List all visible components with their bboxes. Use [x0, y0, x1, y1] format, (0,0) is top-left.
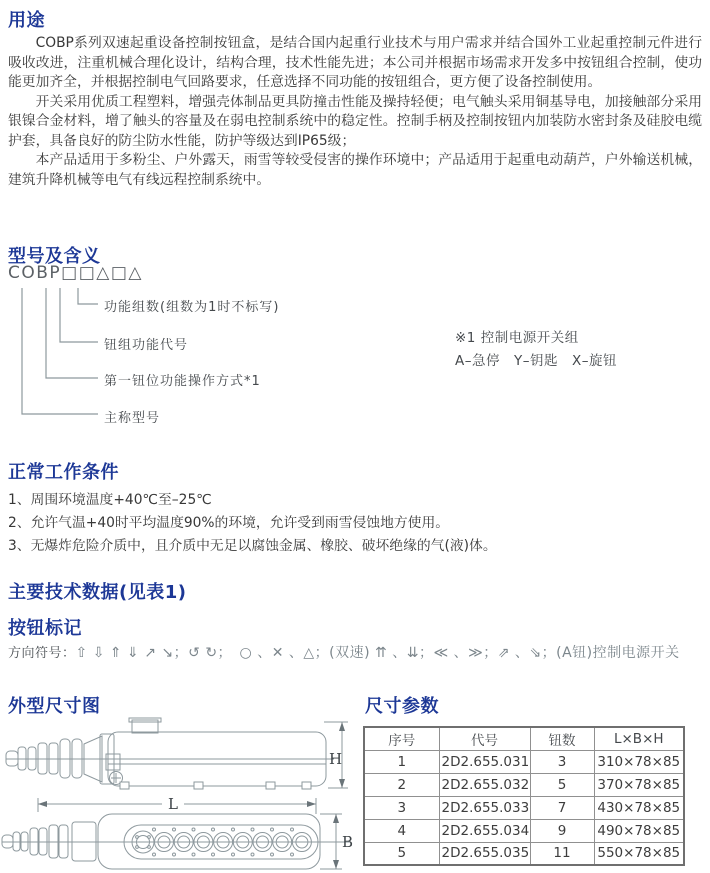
cell-code: 2D2.655.032: [439, 773, 530, 796]
cell-lbh: 310×78×85: [594, 750, 684, 773]
cell-index: 3: [364, 796, 439, 819]
dim-label-h: H: [329, 750, 343, 768]
usage-heading: 用途: [8, 10, 45, 31]
cell-lbh: 550×78×85: [594, 842, 684, 865]
outline-drawing-heading: 外型尺寸图: [8, 696, 101, 717]
cell-index: 5: [364, 842, 439, 865]
dimension-params-heading: 尺寸参数: [365, 696, 439, 717]
dim-label-l: L: [168, 795, 178, 813]
working-conditions-heading: 正常工作条件: [8, 462, 119, 483]
working-condition-2: 2、允许气温+40时平均温度90%的环境，允许受到雨雪侵蚀地方使用。: [8, 515, 450, 531]
cell-code: 2D2.655.031: [439, 750, 530, 773]
cell-code: 2D2.655.033: [439, 796, 530, 819]
cell-lbh: 490×78×85: [594, 819, 684, 842]
model-label-group-count: 功能组数(组数为1时不标写): [104, 300, 280, 315]
usage-paragraph-3: 本产品适用于多粉尘、户外露天，雨雪等较受侵害的操作环境中；产品适用于起重电动葫芦，户外输送机械，建筑升降机械等电气有线远程控制系统中。: [8, 152, 702, 188]
button-row: [155, 833, 312, 852]
model-label-main-model: 主称型号: [104, 411, 161, 426]
cell-buttons: 3: [530, 750, 594, 773]
usage-paragraph-2: 开关采用优质工程塑料，增强壳体制品更具防撞击性能及操持轻便；电气触头采用铜基导电，加接触部分采用银镍合金材料，增了触头的容量及在弱电控制系统中的稳定性。控制手柄及控制按钮内加装防水密封条及硅胶电缆护套，具备良好的防尘防水性能，防护等级达到IP65级；: [8, 93, 702, 149]
side-view-drawing: [4, 714, 352, 794]
model-note-line2: A–急停 Y–钥匙 X–旋钮: [455, 353, 617, 369]
table-header-row: [364, 727, 684, 750]
button-marks-heading: 按钮标记: [8, 618, 82, 639]
cell-index: 1: [364, 750, 439, 773]
model-label-first-button-mode: 第一钮位功能操作方式*1: [104, 374, 261, 389]
cell-code: 2D2.655.035: [439, 842, 530, 865]
cell-buttons: 9: [530, 819, 594, 842]
top-view-drawing: [2, 794, 354, 873]
usage-paragraphs: [8, 34, 702, 190]
table-row: [364, 819, 684, 842]
table-row: [364, 773, 684, 796]
cell-index: 2: [364, 773, 439, 796]
model-note-line1: ※1 控制电源开关组: [455, 330, 579, 346]
cell-index: 4: [364, 819, 439, 842]
working-condition-3: 3、无爆炸危险介质中，且介质中无足以腐蚀金属、橡胶、破坏绝缘的气(液)体。: [8, 538, 497, 554]
table-row: [364, 842, 684, 865]
cell-buttons: 11: [530, 842, 594, 865]
col-header-index: 序号: [364, 727, 439, 750]
model-label-button-group-code: 钮组功能代号: [104, 338, 189, 353]
cell-buttons: 5: [530, 773, 594, 796]
model-code-connector-lines: [10, 288, 106, 424]
col-header-code: 代号: [439, 727, 530, 750]
dimension-params-table: [363, 726, 685, 866]
tech-data-heading: 主要技术数据(见表1): [8, 582, 187, 603]
cell-lbh: 370×78×85: [594, 773, 684, 796]
table-row: [364, 750, 684, 773]
model-heading: 型号及含义: [8, 246, 101, 267]
dim-label-b: B: [342, 833, 354, 851]
cell-buttons: 7: [530, 796, 594, 819]
cell-lbh: 430×78×85: [594, 796, 684, 819]
direction-symbols-label: 方向符号：: [8, 646, 76, 661]
working-condition-1: 1、周围环境温度+40℃至–25℃: [8, 492, 212, 508]
col-header-lbh: L×B×H: [594, 727, 684, 750]
direction-symbols-icons: ⇧ ⇩ ⇑ ⇓ ↗ ↘；↺ ↻； ○ 、✕ 、△；(双速) ⇈ 、⇊；≪ 、≫；⇗ 、⇘；(A钮)控制电源开关: [75, 645, 680, 661]
col-header-buttons: 钮数: [530, 727, 594, 750]
direction-symbols-line: [8, 642, 680, 662]
usage-paragraph-1: COBP系列双速起重设备控制按钮盒，是结合国内起重行业技术与用户需求并结合国外工业起重控制元件进行吸收改进，注重机械合理化设计，结构合理，技术性能先进；本公司并根据市场需求开发多中按钮组合控制，使功能更加齐全，并根据控制电气回路要求，任意选择不同功能的按钮组合，更方便了设备控制使用。: [8, 35, 702, 90]
model-code: COBP□□△□△: [8, 263, 143, 283]
table-row: [364, 796, 684, 819]
cell-code: 2D2.655.034: [439, 819, 530, 842]
